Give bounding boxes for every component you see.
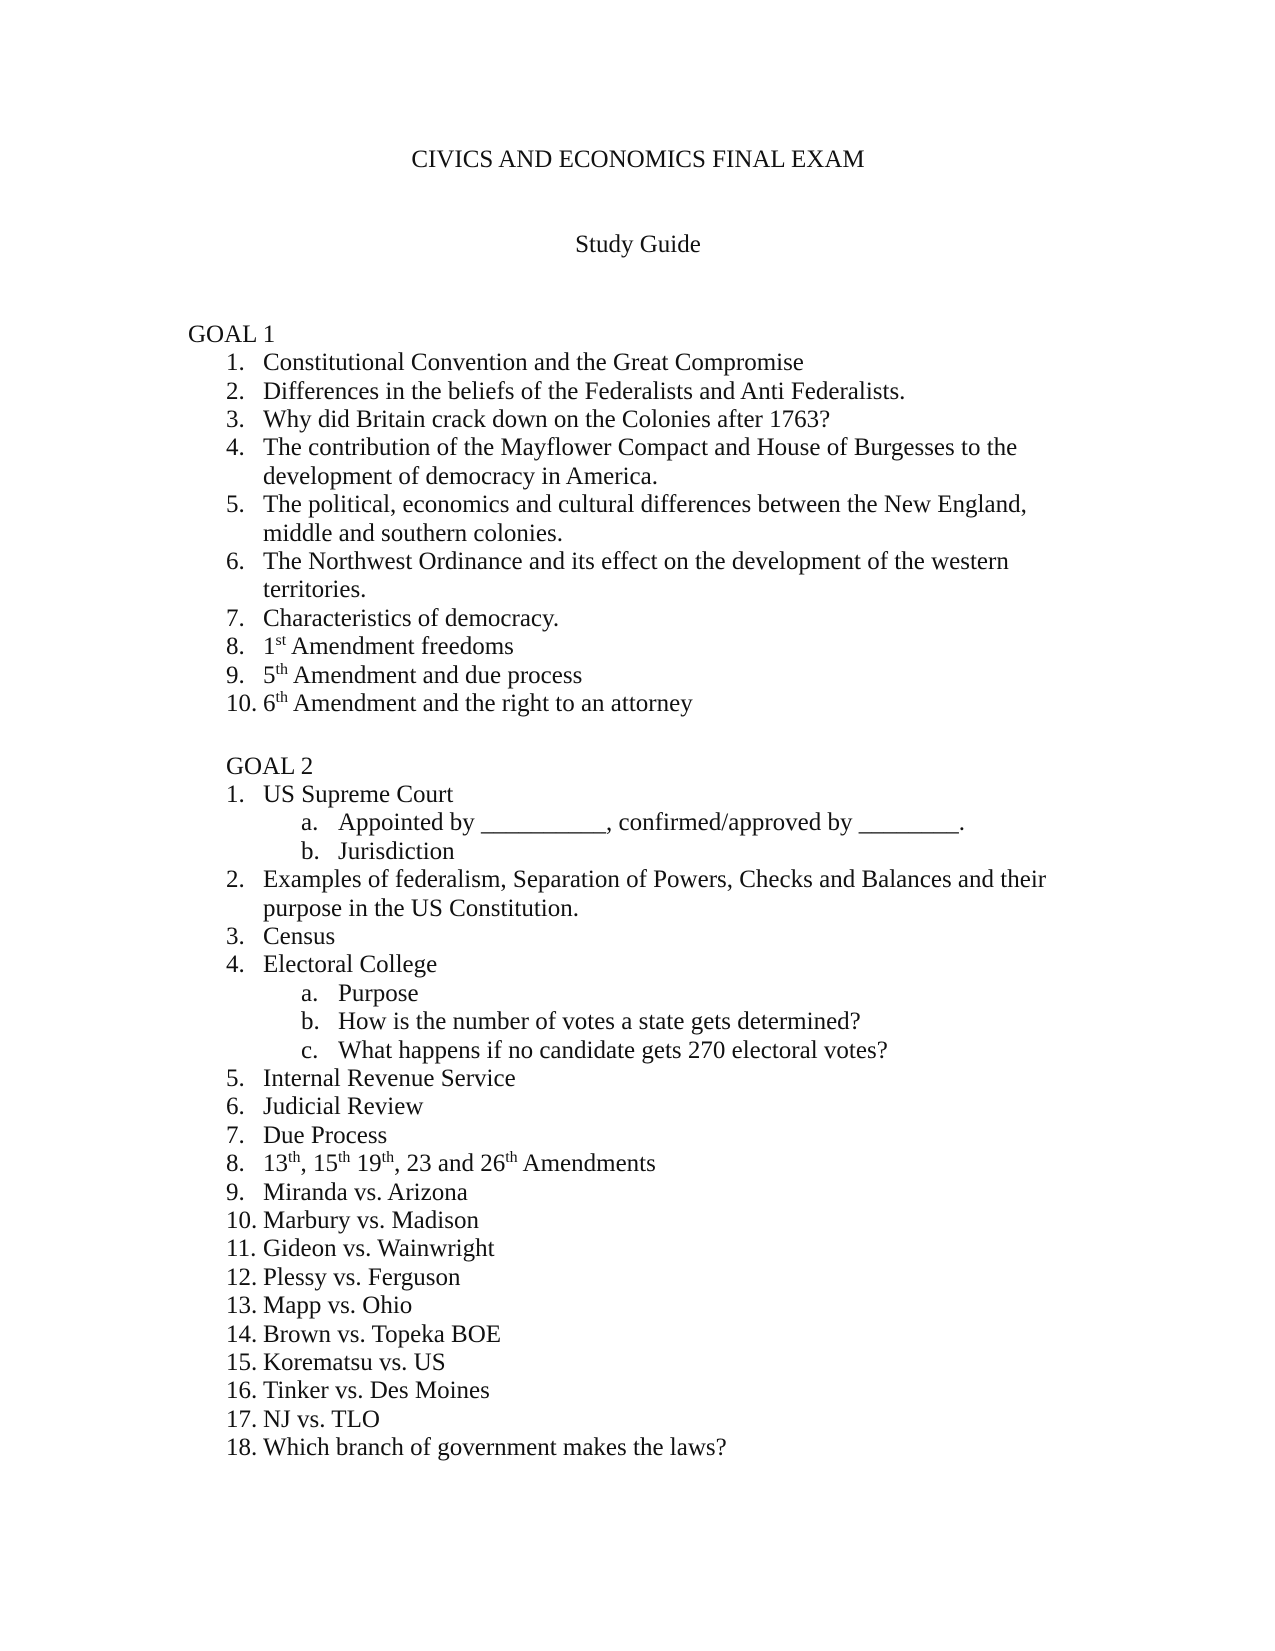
list-marker: 16.	[226, 1377, 258, 1405]
run-text: 6	[263, 690, 276, 718]
goal-heading: GOAL 2	[226, 752, 314, 780]
list-item	[188, 1349, 1088, 1377]
list-marker: 8.	[226, 1150, 245, 1178]
run-text: 13	[263, 1150, 288, 1178]
list-item	[188, 434, 1088, 491]
list-marker: b.	[301, 1008, 320, 1036]
list-marker: 11.	[226, 1235, 257, 1263]
list-marker: a.	[301, 809, 319, 837]
list-item-text: Internal Revenue Service	[263, 1064, 516, 1092]
run-text: 1	[263, 633, 276, 661]
list-item	[188, 378, 1088, 406]
list-marker: 14.	[226, 1320, 258, 1348]
list-item-text: Purpose	[338, 979, 419, 1007]
list-item-text	[263, 662, 1088, 690]
superscript-text: th	[505, 1149, 518, 1167]
list-marker: 18.	[226, 1434, 258, 1462]
list-item-text	[263, 690, 1088, 718]
list-item	[188, 1179, 1088, 1207]
list-marker: 12.	[226, 1263, 258, 1291]
list-item-text: Miranda vs. Arizona	[263, 1178, 468, 1206]
list-marker: 1.	[226, 349, 245, 377]
list-marker: 10.	[226, 690, 258, 718]
list-marker: 8.	[226, 633, 245, 661]
list-item-text: Plessy vs. Ferguson	[263, 1263, 461, 1291]
list-item-text: The Northwest Ordinance and its effect on the development of the western territories.	[263, 548, 1009, 604]
superscript-text: th	[337, 1149, 351, 1167]
list-item-text: Marbury vs. Madison	[263, 1207, 479, 1234]
list-item-text: Tinker vs. Des Moines	[263, 1377, 490, 1405]
superscript-text: th	[381, 1149, 395, 1167]
superscript-text: th	[275, 660, 288, 678]
list-marker: 7.	[226, 1121, 245, 1149]
goal-section	[188, 321, 1088, 719]
run-text: Amendment and the right to an attorney	[287, 690, 693, 718]
list-item-text: Mapp vs. Ohio	[263, 1292, 413, 1320]
page-title: CIVICS AND ECONOMICS FINAL EXAM	[411, 146, 865, 173]
list-marker: 7.	[226, 604, 245, 632]
list-item	[188, 1292, 1088, 1320]
list-item-sub	[188, 1008, 1088, 1036]
list-item-sub	[188, 809, 1088, 837]
list-item	[188, 349, 1088, 377]
list-item	[188, 491, 1088, 548]
run-text: Amendment freedoms	[286, 633, 514, 661]
list-item	[188, 1264, 1088, 1292]
list-marker: 9.	[226, 661, 245, 689]
list-item	[188, 1065, 1088, 1093]
list-item-text: Why did Britain crack down on the Colonies after 1763?	[263, 406, 831, 434]
run-text: Amendment and due process	[287, 661, 583, 689]
list-marker: 4.	[226, 434, 245, 462]
list-item	[188, 781, 1088, 809]
goal-list	[188, 781, 1088, 1463]
list-item-sub	[188, 1037, 1088, 1065]
list-item-text: Census	[263, 922, 336, 950]
list-item-sub	[188, 980, 1088, 1008]
list-item-text: Brown vs. Topeka BOE	[263, 1320, 502, 1348]
list-item	[188, 1235, 1088, 1263]
list-item	[188, 1321, 1088, 1349]
list-marker: 6.	[226, 548, 245, 576]
superscript-text: th	[288, 1149, 301, 1167]
list-item-text: Judicial Review	[263, 1093, 424, 1121]
run-text: , 23 and 26	[394, 1150, 506, 1178]
list-item-text: Which branch of government makes the laws?	[263, 1434, 727, 1462]
list-item-text: Appointed by __________, confirmed/approved by ________.	[338, 809, 965, 837]
superscript-text: th	[275, 689, 288, 707]
list-item-text: Due Process	[263, 1121, 388, 1149]
goals-container	[188, 321, 1088, 1463]
goal-section	[188, 753, 1088, 1463]
list-marker: 2.	[226, 377, 245, 405]
list-item	[188, 690, 1088, 718]
list-item-text: Differences in the beliefs of the Federalists and Anti Federalists.	[263, 377, 906, 405]
list-item-text: Constitutional Convention and the Great Compromise	[263, 349, 804, 377]
list-item	[188, 633, 1088, 661]
list-item-text: US Supreme Court	[263, 780, 454, 808]
list-marker: 3.	[226, 406, 245, 434]
list-marker: 4.	[226, 951, 245, 979]
list-marker: 6.	[226, 1093, 245, 1121]
list-marker: b.	[301, 837, 320, 865]
list-marker: 13.	[226, 1292, 258, 1320]
list-item	[188, 1434, 1088, 1462]
goal-heading: GOAL 1	[188, 320, 276, 348]
list-marker: 5.	[226, 1064, 245, 1092]
list-item-text	[263, 1150, 1088, 1178]
list-item	[188, 866, 1088, 923]
list-item-text: Korematsu vs. US	[263, 1349, 446, 1377]
list-item	[188, 1406, 1088, 1434]
list-item	[188, 662, 1088, 690]
list-item	[188, 1150, 1088, 1178]
run-text: , 15	[300, 1150, 338, 1178]
list-item	[188, 605, 1088, 633]
goal-list	[188, 349, 1088, 718]
list-marker: 9.	[226, 1178, 245, 1206]
list-marker: 3.	[226, 922, 245, 950]
list-item	[188, 548, 1088, 605]
list-item-text: The political, economics and cultural differences between the New England, middle and southern colonies.	[263, 491, 1027, 547]
list-item	[188, 1207, 1088, 1235]
list-marker: a.	[301, 979, 319, 1007]
list-item-text: NJ vs. TLO	[263, 1405, 380, 1433]
list-item	[188, 923, 1088, 951]
list-item-text	[263, 633, 1088, 661]
list-marker: 2.	[226, 866, 245, 894]
list-marker: 10.	[226, 1207, 258, 1234]
list-item-text: How is the number of votes a state gets determined?	[338, 1008, 861, 1036]
list-item-text: Gideon vs. Wainwright	[263, 1235, 495, 1263]
list-item-text: What happens if no candidate gets 270 electoral votes?	[338, 1036, 888, 1064]
run-text: 19	[350, 1150, 382, 1178]
list-item	[188, 406, 1088, 434]
list-marker: 17.	[226, 1405, 258, 1433]
list-item	[188, 951, 1088, 979]
run-text: 5	[263, 661, 276, 689]
list-item-text: Examples of federalism, Separation of Powers, Checks and Balances and their purpose in the US Constitution.	[263, 866, 1047, 922]
list-item	[188, 1377, 1088, 1405]
list-item-text: Characteristics of democracy.	[263, 604, 560, 632]
list-marker: 1.	[226, 780, 245, 808]
list-item-sub	[188, 838, 1088, 866]
list-marker: c.	[301, 1036, 319, 1064]
run-text: Amendments	[517, 1150, 656, 1178]
page-subtitle: Study Guide	[575, 231, 701, 259]
list-marker: 5.	[226, 491, 245, 519]
list-item	[188, 1122, 1088, 1150]
list-marker: 15.	[226, 1349, 258, 1377]
list-item-text: The contribution of the Mayflower Compact and House of Burgesses to the development of democracy in America.	[263, 434, 1018, 490]
list-item-text: Electoral College	[263, 951, 438, 979]
superscript-text: st	[275, 632, 287, 650]
list-item-text: Jurisdiction	[338, 837, 455, 865]
list-item	[188, 1093, 1088, 1121]
